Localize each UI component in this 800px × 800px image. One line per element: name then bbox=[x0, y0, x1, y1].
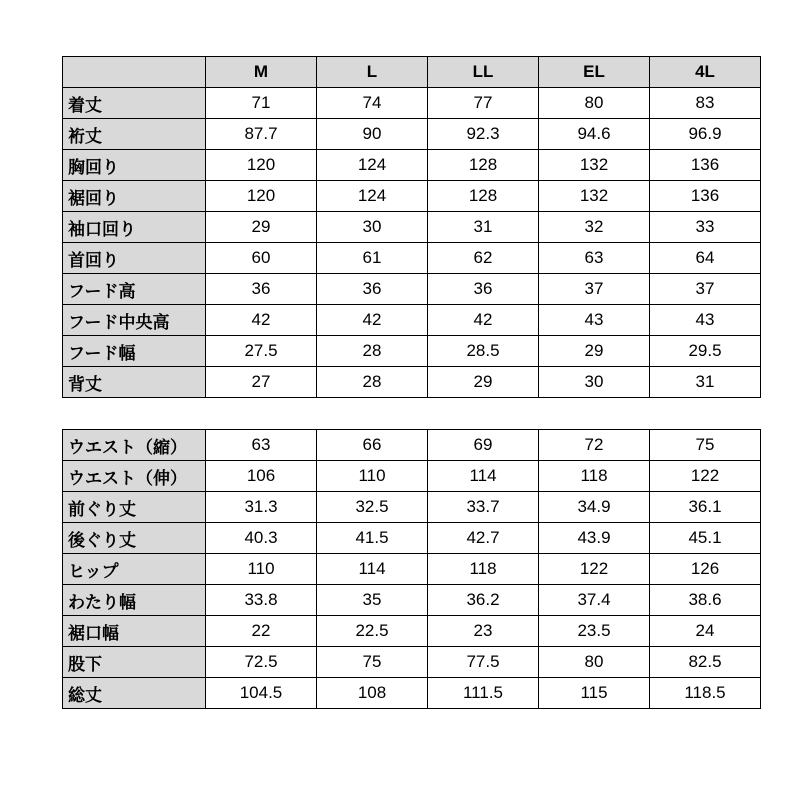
row-label: 前ぐり丈 bbox=[63, 492, 206, 523]
row-label: 背丈 bbox=[63, 367, 206, 398]
measurement-cell: 72.5 bbox=[206, 647, 317, 678]
measurement-cell: 66 bbox=[317, 430, 428, 461]
measurement-cell: 122 bbox=[650, 461, 761, 492]
measurement-cell: 29 bbox=[539, 336, 650, 367]
table-row bbox=[63, 119, 761, 150]
measurement-cell: 114 bbox=[317, 554, 428, 585]
measurement-cell: 42 bbox=[206, 305, 317, 336]
row-label: 裾口幅 bbox=[63, 616, 206, 647]
measurement-cell: 36 bbox=[428, 274, 539, 305]
measurement-cell: 45.1 bbox=[650, 523, 761, 554]
measurement-cell: 115 bbox=[539, 678, 650, 709]
row-label: 後ぐり丈 bbox=[63, 523, 206, 554]
measurement-cell: 60 bbox=[206, 243, 317, 274]
measurement-cell: 90 bbox=[317, 119, 428, 150]
row-label: 首回り bbox=[63, 243, 206, 274]
table-row bbox=[63, 367, 761, 398]
table-row bbox=[63, 430, 761, 461]
measurement-cell: 64 bbox=[650, 243, 761, 274]
measurement-cell: 87.7 bbox=[206, 119, 317, 150]
measurement-cell: 40.3 bbox=[206, 523, 317, 554]
table-row bbox=[63, 305, 761, 336]
size-header-el: EL bbox=[539, 57, 650, 88]
table-row bbox=[63, 492, 761, 523]
table-row bbox=[63, 150, 761, 181]
measurement-cell: 124 bbox=[317, 181, 428, 212]
measurement-cell: 120 bbox=[206, 181, 317, 212]
measurement-cell: 126 bbox=[650, 554, 761, 585]
measurement-cell: 118.5 bbox=[650, 678, 761, 709]
measurement-cell: 27 bbox=[206, 367, 317, 398]
measurement-cell: 36.1 bbox=[650, 492, 761, 523]
measurement-cell: 42.7 bbox=[428, 523, 539, 554]
measurement-cell: 43 bbox=[539, 305, 650, 336]
measurement-cell: 110 bbox=[317, 461, 428, 492]
measurement-cell: 61 bbox=[317, 243, 428, 274]
measurement-cell: 104.5 bbox=[206, 678, 317, 709]
measurement-cell: 136 bbox=[650, 181, 761, 212]
measurement-cell: 42 bbox=[428, 305, 539, 336]
row-label: 着丈 bbox=[63, 88, 206, 119]
measurement-cell: 83 bbox=[650, 88, 761, 119]
measurement-cell: 77.5 bbox=[428, 647, 539, 678]
measurement-cell: 63 bbox=[206, 430, 317, 461]
measurement-cell: 33.8 bbox=[206, 585, 317, 616]
size-table-body bbox=[63, 88, 761, 709]
row-label: フード中央高 bbox=[63, 305, 206, 336]
size-header-row bbox=[63, 57, 761, 88]
measurement-cell: 69 bbox=[428, 430, 539, 461]
measurement-cell: 28 bbox=[317, 367, 428, 398]
measurement-cell: 136 bbox=[650, 150, 761, 181]
table-row bbox=[63, 554, 761, 585]
measurement-cell: 42 bbox=[317, 305, 428, 336]
measurement-cell: 62 bbox=[428, 243, 539, 274]
measurement-cell: 132 bbox=[539, 150, 650, 181]
measurement-cell: 22 bbox=[206, 616, 317, 647]
table-row bbox=[63, 274, 761, 305]
measurement-cell: 29.5 bbox=[650, 336, 761, 367]
measurement-cell: 96.9 bbox=[650, 119, 761, 150]
measurement-cell: 43 bbox=[650, 305, 761, 336]
measurement-cell: 94.6 bbox=[539, 119, 650, 150]
table-row bbox=[63, 88, 761, 119]
row-label: ヒップ bbox=[63, 554, 206, 585]
measurement-cell: 80 bbox=[539, 88, 650, 119]
table-row bbox=[63, 523, 761, 554]
table-row bbox=[63, 181, 761, 212]
measurement-cell: 32.5 bbox=[317, 492, 428, 523]
table-row bbox=[63, 585, 761, 616]
measurement-cell: 28 bbox=[317, 336, 428, 367]
row-label: 裄丈 bbox=[63, 119, 206, 150]
measurement-cell: 106 bbox=[206, 461, 317, 492]
table-row bbox=[63, 243, 761, 274]
row-label: フード幅 bbox=[63, 336, 206, 367]
measurement-cell: 34.9 bbox=[539, 492, 650, 523]
measurement-cell: 132 bbox=[539, 181, 650, 212]
measurement-cell: 80 bbox=[539, 647, 650, 678]
row-label: 袖口回り bbox=[63, 212, 206, 243]
table-row bbox=[63, 461, 761, 492]
measurement-cell: 72 bbox=[539, 430, 650, 461]
measurement-cell: 74 bbox=[317, 88, 428, 119]
measurement-cell: 77 bbox=[428, 88, 539, 119]
measurement-cell: 35 bbox=[317, 585, 428, 616]
row-label: 股下 bbox=[63, 647, 206, 678]
measurement-cell: 30 bbox=[317, 212, 428, 243]
measurement-cell: 128 bbox=[428, 150, 539, 181]
measurement-cell: 120 bbox=[206, 150, 317, 181]
measurement-cell: 38.6 bbox=[650, 585, 761, 616]
measurement-cell: 23.5 bbox=[539, 616, 650, 647]
measurement-cell: 118 bbox=[539, 461, 650, 492]
measurement-cell: 36 bbox=[206, 274, 317, 305]
measurement-cell: 110 bbox=[206, 554, 317, 585]
measurement-cell: 37 bbox=[539, 274, 650, 305]
measurement-cell: 71 bbox=[206, 88, 317, 119]
row-label: ウエスト（伸） bbox=[63, 461, 206, 492]
row-label: 総丈 bbox=[63, 678, 206, 709]
measurement-cell: 30 bbox=[539, 367, 650, 398]
table-row bbox=[63, 336, 761, 367]
measurement-cell: 29 bbox=[428, 367, 539, 398]
row-label: 裾回り bbox=[63, 181, 206, 212]
measurement-cell: 75 bbox=[317, 647, 428, 678]
size-chart-table bbox=[62, 56, 761, 709]
measurement-cell: 28.5 bbox=[428, 336, 539, 367]
measurement-cell: 108 bbox=[317, 678, 428, 709]
measurement-cell: 31 bbox=[650, 367, 761, 398]
table-row bbox=[63, 616, 761, 647]
measurement-cell: 128 bbox=[428, 181, 539, 212]
measurement-cell: 118 bbox=[428, 554, 539, 585]
measurement-cell: 36 bbox=[317, 274, 428, 305]
measurement-cell: 41.5 bbox=[317, 523, 428, 554]
measurement-cell: 124 bbox=[317, 150, 428, 181]
row-label: 胸回り bbox=[63, 150, 206, 181]
size-header-l: L bbox=[317, 57, 428, 88]
table-row bbox=[63, 212, 761, 243]
measurement-cell: 111.5 bbox=[428, 678, 539, 709]
measurement-cell: 27.5 bbox=[206, 336, 317, 367]
measurement-cell: 24 bbox=[650, 616, 761, 647]
measurement-cell: 122 bbox=[539, 554, 650, 585]
measurement-cell: 36.2 bbox=[428, 585, 539, 616]
measurement-cell: 43.9 bbox=[539, 523, 650, 554]
table-row bbox=[63, 678, 761, 709]
table-row bbox=[63, 647, 761, 678]
measurement-cell: 37.4 bbox=[539, 585, 650, 616]
measurement-cell: 31.3 bbox=[206, 492, 317, 523]
measurement-cell: 22.5 bbox=[317, 616, 428, 647]
measurement-cell: 37 bbox=[650, 274, 761, 305]
size-header-m: M bbox=[206, 57, 317, 88]
measurement-cell: 75 bbox=[650, 430, 761, 461]
section-spacer bbox=[63, 398, 761, 430]
measurement-cell: 82.5 bbox=[650, 647, 761, 678]
measurement-cell: 33 bbox=[650, 212, 761, 243]
row-label: わたり幅 bbox=[63, 585, 206, 616]
row-label: フード高 bbox=[63, 274, 206, 305]
row-label: ウエスト（縮） bbox=[63, 430, 206, 461]
measurement-cell: 33.7 bbox=[428, 492, 539, 523]
measurement-cell: 31 bbox=[428, 212, 539, 243]
section-spacer-row bbox=[63, 398, 761, 430]
measurement-cell: 32 bbox=[539, 212, 650, 243]
size-header-ll: LL bbox=[428, 57, 539, 88]
header-corner-cell bbox=[63, 57, 206, 88]
measurement-cell: 92.3 bbox=[428, 119, 539, 150]
measurement-cell: 114 bbox=[428, 461, 539, 492]
size-header-4l: 4L bbox=[650, 57, 761, 88]
measurement-cell: 29 bbox=[206, 212, 317, 243]
measurement-cell: 23 bbox=[428, 616, 539, 647]
measurement-cell: 63 bbox=[539, 243, 650, 274]
